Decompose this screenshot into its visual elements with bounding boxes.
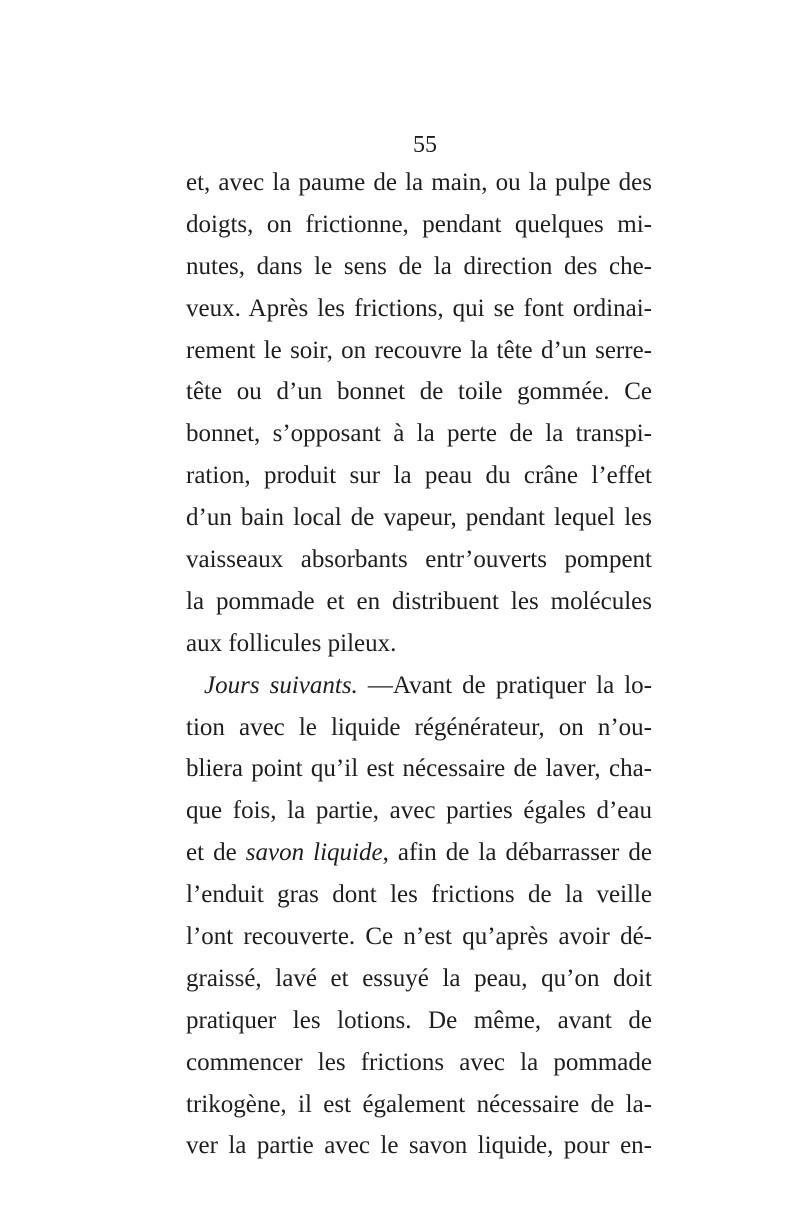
text-line: ration, produit sur la peau du crâne l’effet: [186, 462, 652, 490]
text-line: bonnet, s’opposant à la perte de la transpi-: [186, 420, 652, 448]
text-line: l’ont recouverte. Ce n’est qu’après avoir dé-: [186, 923, 652, 951]
text-line: tête ou d’un bonnet de toile gommée. Ce: [186, 378, 652, 406]
text-line: d’un bain local de vapeur, pendant lequel les: [186, 504, 652, 532]
text-line: bliera point qu’il est nécessaire de laver, cha-: [186, 755, 652, 783]
italic-term: savon liquide: [245, 839, 383, 867]
section-heading-line: Jours suivants. —Avant de pratiquer la lo-: [204, 671, 652, 699]
text-line: graissé, lavé et essuyé la peau, qu’on doit: [186, 964, 652, 992]
text-line: doigts, on frictionne, pendant quelques mi-: [186, 210, 652, 238]
text-line: ver la partie avec le savon liquide, pour en-: [186, 1132, 652, 1160]
text-line: pratiquer les lotions. De même, avant de: [186, 1006, 652, 1034]
text-line: commencer les frictions avec la pommade: [186, 1048, 652, 1076]
text-line: trikogène, il est également nécessaire de la-: [186, 1090, 652, 1118]
body-text: [186, 162, 652, 1167]
text-line: rement le soir, on recouvre la tête d’un serre-: [186, 336, 652, 364]
text-line: vaisseaux absorbants entr’ouverts pompent: [186, 546, 652, 574]
section-heading-italic: Jours suivants.: [204, 671, 358, 699]
text-line: que fois, la partie, avec parties égales d’eau: [186, 797, 652, 825]
text-line: nutes, dans le sens de la direction des che-: [186, 252, 652, 280]
text-line: veux. Après les frictions, qui se font ordinai-: [186, 294, 652, 322]
paragraph-end-line: aux follicules pileux.: [186, 629, 397, 657]
text-line: la pommade et en distribuent les molécules: [186, 587, 652, 615]
text-line: et, avec la paume de la main, ou la pulpe des: [186, 169, 652, 196]
text-line: tion avec le liquide régénérateur, on n’ou-: [186, 713, 652, 741]
page-number: 55: [413, 132, 437, 158]
text-line: l’enduit gras dont les frictions de la veille: [186, 881, 652, 909]
text-line: et de savon liquide, afin de la débarrasser de: [186, 839, 652, 867]
